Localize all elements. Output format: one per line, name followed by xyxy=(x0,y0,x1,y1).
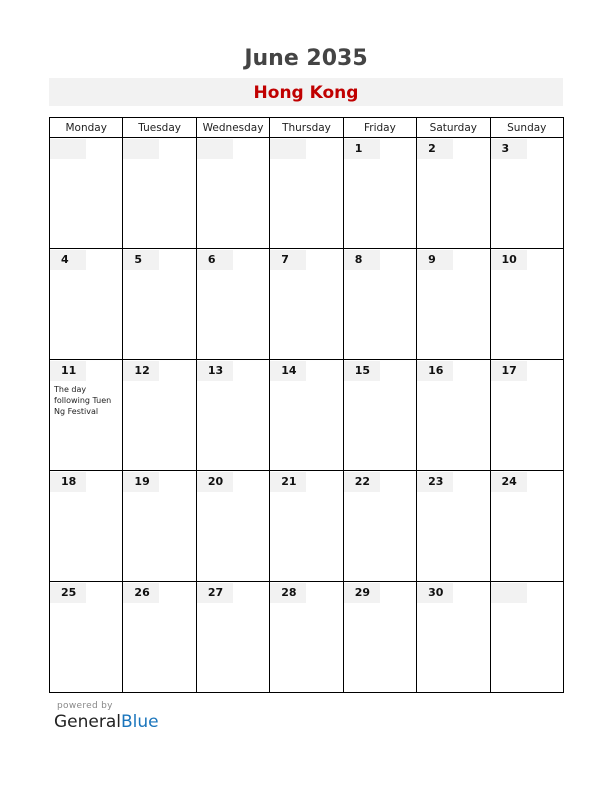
day-number: 8 xyxy=(354,253,363,266)
day-cell xyxy=(196,582,269,693)
day-cell xyxy=(417,249,490,360)
week-row xyxy=(50,582,564,693)
weekday-header: Friday xyxy=(343,118,416,138)
day-number: 9 xyxy=(428,253,436,266)
day-cell xyxy=(343,138,416,249)
calendar-grid xyxy=(49,117,564,693)
day-number: 6 xyxy=(207,253,216,266)
day-number: 11 xyxy=(61,364,77,377)
day-number: 18 xyxy=(61,475,77,488)
day-number: 20 xyxy=(207,475,224,488)
day-cell xyxy=(417,471,490,582)
day-number: 21 xyxy=(281,475,297,488)
week-row xyxy=(50,138,564,249)
day-cell xyxy=(196,471,269,582)
day-cell xyxy=(270,471,343,582)
day-number: 7 xyxy=(281,253,289,266)
weekday-header: Thursday xyxy=(270,118,343,138)
day-number: 22 xyxy=(354,475,370,488)
day-number: 4 xyxy=(61,253,69,266)
day-cell xyxy=(196,138,269,249)
day-cell xyxy=(490,138,563,249)
day-number: 29 xyxy=(354,586,370,599)
day-number: 26 xyxy=(134,586,150,599)
day-cell xyxy=(270,360,343,471)
brand-blue: Blue xyxy=(121,712,159,732)
day-cell xyxy=(417,138,490,249)
day-cell xyxy=(490,249,563,360)
day-cell xyxy=(417,582,490,693)
weekday-header: Sunday xyxy=(490,118,563,138)
day-number: 13 xyxy=(207,364,224,377)
region-bar xyxy=(49,78,563,106)
day-number-box xyxy=(50,139,86,159)
day-cell xyxy=(123,138,196,249)
calendar-title: June 2035 xyxy=(244,46,368,71)
day-number: 27 xyxy=(207,586,224,599)
weekday-header: Wednesday xyxy=(196,118,269,138)
day-number: 28 xyxy=(281,586,297,599)
day-cell xyxy=(343,471,416,582)
day-cell xyxy=(417,360,490,471)
week-row xyxy=(50,249,564,360)
day-number-box xyxy=(123,139,159,159)
day-number-box xyxy=(197,139,233,159)
day-number: 12 xyxy=(134,364,150,377)
day-number: 16 xyxy=(428,364,444,377)
day-cell xyxy=(50,360,123,471)
day-cell xyxy=(343,249,416,360)
day-number: 5 xyxy=(134,253,143,266)
day-cell xyxy=(123,471,196,582)
day-number: 10 xyxy=(501,253,517,266)
day-number: 25 xyxy=(61,586,77,599)
day-number: 2 xyxy=(428,142,436,155)
day-cell xyxy=(270,582,343,693)
day-cell xyxy=(123,360,196,471)
day-cell xyxy=(270,249,343,360)
day-number-box xyxy=(491,583,527,603)
day-number: 3 xyxy=(501,142,510,155)
day-cell xyxy=(343,582,416,693)
day-number: 17 xyxy=(501,364,517,377)
weekday-header-row xyxy=(50,118,564,138)
powered-by-text: powered by xyxy=(57,701,113,711)
weekday-header: Tuesday xyxy=(123,118,196,138)
weekday-header: Monday xyxy=(50,118,123,138)
weekday-header: Saturday xyxy=(417,118,490,138)
day-number: 24 xyxy=(501,475,517,488)
brand-general: General xyxy=(54,712,121,732)
day-cell xyxy=(490,360,563,471)
week-row xyxy=(50,471,564,582)
holiday-event: The day following Tuen Ng Festival xyxy=(54,385,112,416)
day-number: 19 xyxy=(134,475,150,488)
day-number: 30 xyxy=(428,586,444,599)
day-number-box xyxy=(270,139,306,159)
day-cell xyxy=(343,360,416,471)
day-number: 1 xyxy=(354,142,363,155)
day-number: 23 xyxy=(428,475,444,488)
day-cell xyxy=(490,471,563,582)
day-cell xyxy=(123,249,196,360)
region-name: Hong Kong xyxy=(253,83,359,103)
day-cell xyxy=(196,360,269,471)
week-row xyxy=(50,360,564,471)
day-cell xyxy=(50,249,123,360)
day-cell xyxy=(196,249,269,360)
day-cell xyxy=(490,582,563,693)
day-number: 15 xyxy=(354,364,370,377)
day-cell xyxy=(50,138,123,249)
day-cell xyxy=(123,582,196,693)
day-number: 14 xyxy=(281,364,297,377)
day-cell xyxy=(50,582,123,693)
day-cell xyxy=(50,471,123,582)
generalblue-logo[interactable] xyxy=(54,712,159,732)
day-cell xyxy=(270,138,343,249)
